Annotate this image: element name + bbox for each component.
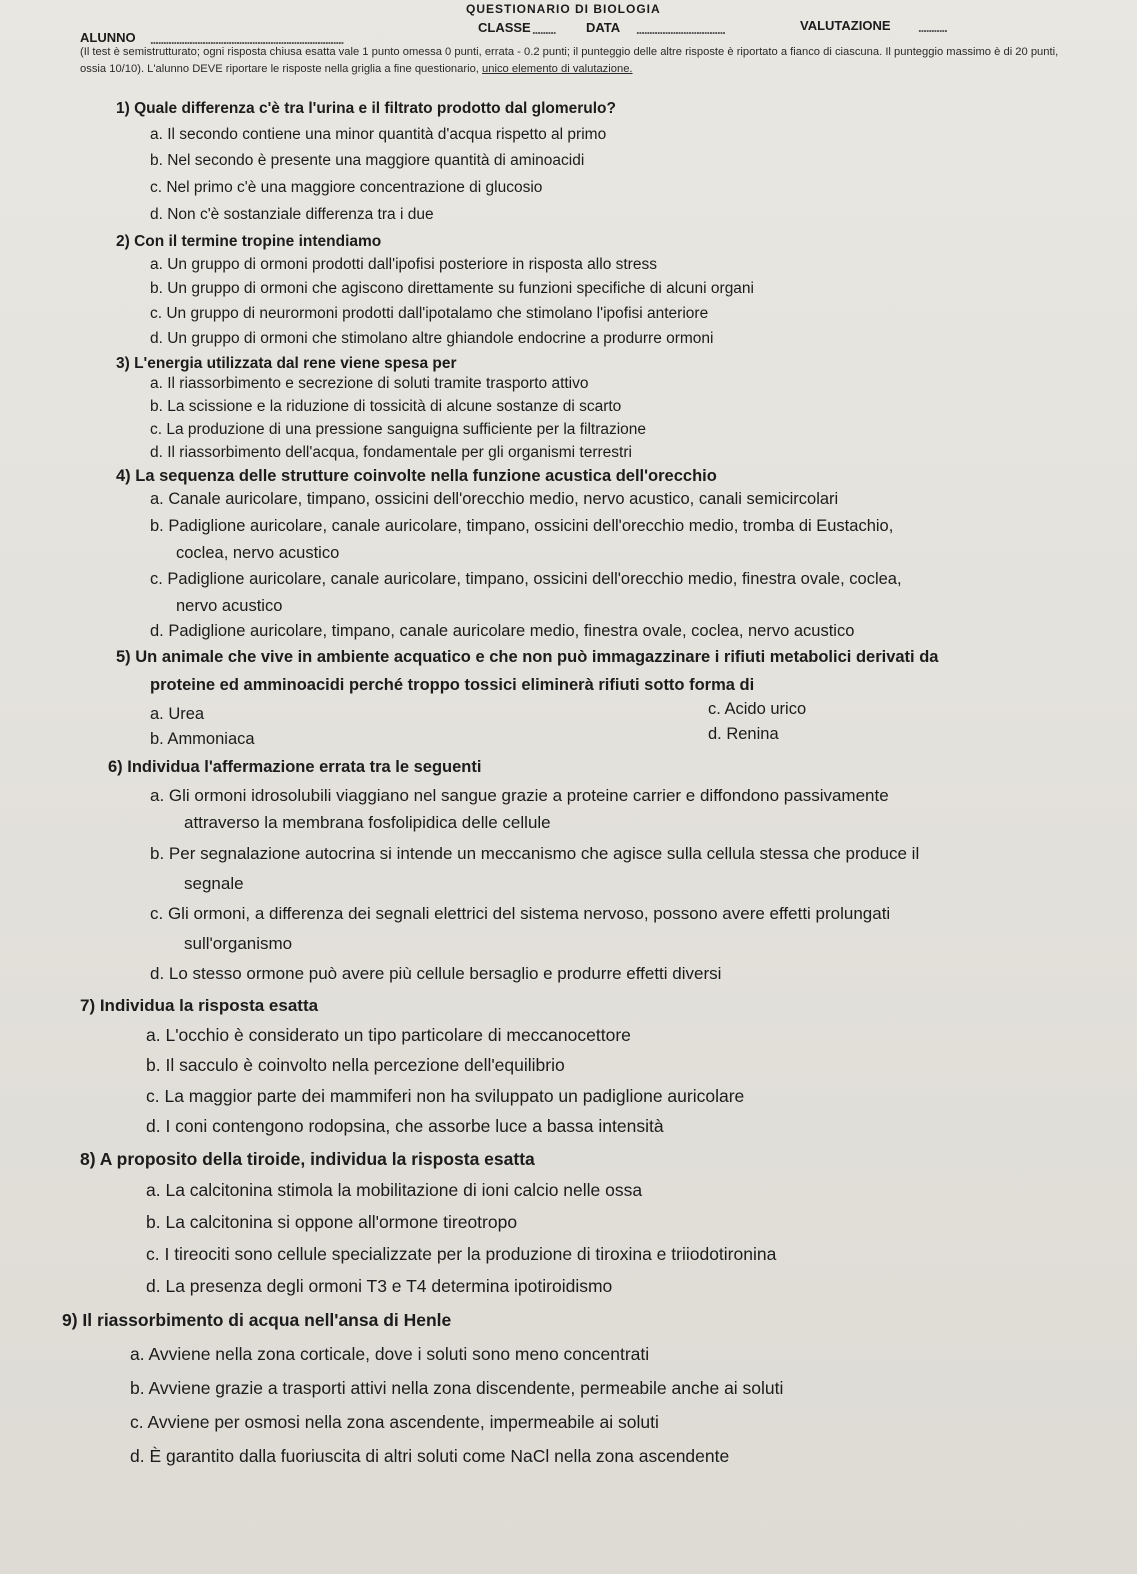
question-7-option-d[interactable]: d. I coni contengono rodopsina, che assorbe luce a bassa intensità	[146, 1116, 664, 1136]
question-9-title: 9) Il riassorbimento di acqua nell'ansa di Henle	[62, 1310, 452, 1330]
question-4-title: 4) La sequenza delle strutture coinvolte nella funzione acustica dell'orecchio	[116, 467, 717, 485]
question-2-option-c[interactable]: c. Un gruppo di neurormoni prodotti dall'ipotalamo che stimolano l'ipofisi anteriore	[150, 305, 709, 322]
question-8-option-d[interactable]: d. La presenza degli ormoni T3 e T4 determina ipotiroidismo	[146, 1276, 613, 1296]
question-5-option-a[interactable]: a. Urea	[150, 705, 205, 723]
question-9-option-d[interactable]: d. È garantito dalla fuoriuscita di altri soluti come NaCl nella zona ascendente	[130, 1446, 730, 1466]
header-fields	[0, 18, 1137, 47]
question-6-title: 6) Individua l'affermazione errata tra le seguenti	[108, 758, 482, 776]
instructions-text: (Il test è semistrutturato; ogni risposta chiusa esatta vale 1 punto omessa 0 punti, errata - 0.2 punti; il punteggio delle altre risposte è riportato a fianco di ciascuna. Il punteggio massimo è di 20 punti, ossia 10/10). L'alunno DEVE riportare le risposte nella griglia a fine questionario,	[80, 46, 1059, 75]
question-2-option-d[interactable]: d. Un gruppo di ormoni che stimolano altre ghiandole endocrine a produrre ormoni	[150, 330, 714, 347]
question-9-option-b[interactable]: b. Avviene grazie a trasporti attivi nella zona discendente, permeabile anche ai soluti	[130, 1378, 784, 1398]
data-label: DATA	[586, 20, 621, 35]
valutazione-field[interactable]: ...........	[918, 20, 947, 35]
data-field[interactable]: ..................................	[636, 22, 725, 37]
question-3-option-b[interactable]: b. La scissione e la riduzione di tossicità di alcune sostanze di scarto	[150, 398, 622, 415]
question-8-title: 8) A proposito della tiroide, individua la risposta esatta	[80, 1149, 535, 1169]
question-6-option-b-continued: segnale	[184, 874, 244, 893]
question-5-option-d[interactable]: d. Renina	[708, 725, 779, 743]
question-8-option-b[interactable]: b. La calcitonina si oppone all'ormone tireotropo	[146, 1212, 518, 1232]
question-4-option-d[interactable]: d. Padiglione auricolare, timpano, canale auricolare medio, finestra ovale, coclea, nervo acustico	[150, 622, 855, 640]
question-1-option-d[interactable]: d. Non c'è sostanziale differenza tra i due	[150, 206, 434, 223]
question-5-option-c[interactable]: c. Acido urico	[708, 700, 807, 718]
question-4-option-a[interactable]: a. Canale auricolare, timpano, ossicini dell'orecchio medio, nervo acustico, canali semicircolari	[150, 490, 839, 508]
instructions-underlined: unico elemento di valutazione.	[482, 63, 633, 75]
question-3-option-a[interactable]: a. Il riassorbimento e secrezione di soluti tramite trasporto attivo	[150, 375, 589, 392]
question-4-option-b[interactable]: b. Padiglione auricolare, canale auricolare, timpano, ossicini dell'orecchio medio, tromba di Eustachio,	[150, 517, 894, 535]
question-7-title: 7) Individua la risposta esatta	[80, 996, 319, 1015]
instructions	[80, 44, 1070, 78]
question-7-option-c[interactable]: c. La maggior parte dei mammiferi non ha sviluppato un padiglione auricolare	[146, 1086, 745, 1106]
question-9-option-c[interactable]: c. Avviene per osmosi nella zona ascendente, impermeabile ai soluti	[130, 1412, 659, 1432]
question-2-option-a[interactable]: a. Un gruppo di ormoni prodotti dall'ipofisi posteriore in risposta allo stress	[150, 256, 657, 273]
question-6-option-b[interactable]: b. Per segnalazione autocrina si intende un meccanismo che agisce sulla cellula stessa che produce il	[150, 844, 920, 863]
question-9-option-a[interactable]: a. Avviene nella zona corticale, dove i soluti sono meno concentrati	[130, 1344, 650, 1364]
valutazione-label: VALUTAZIONE	[800, 18, 891, 33]
question-8-option-c[interactable]: c. I tireociti sono cellule specializzate per la produzione di tiroxina e triiodotironina	[146, 1244, 777, 1264]
question-3-option-c[interactable]: c. La produzione di una pressione sanguigna sufficiente per la filtrazione	[150, 421, 647, 438]
question-3-title: 3) L'energia utilizzata dal rene viene spesa per	[116, 355, 457, 372]
question-6-option-d[interactable]: d. Lo stesso ormone può avere più cellule bersaglio e produrre effetti diversi	[150, 964, 722, 983]
question-1-title: 1) Quale differenza c'è tra l'urina e il filtrato prodotto dal glomerulo?	[116, 100, 616, 117]
question-3-option-d[interactable]: d. Il riassorbimento dell'acqua, fondamentale per gli organismi terrestri	[150, 444, 632, 461]
question-4-option-b-continued: coclea, nervo acustico	[176, 544, 340, 562]
question-2-title: 2) Con il termine tropine intendiamo	[116, 233, 382, 250]
alunno-label: ALUNNO	[80, 30, 136, 45]
question-1-option-c[interactable]: c. Nel primo c'è una maggiore concentrazione di glucosio	[150, 179, 543, 196]
question-6-option-a[interactable]: a. Gli ormoni idrosolubili viaggiano nel sangue grazie a proteine carrier e diffondono passivamente	[150, 786, 889, 805]
question-5-title-continued: proteine ed amminoacidi perché troppo tossici eliminerà rifiuti sotto forma di	[150, 676, 755, 694]
question-1-option-a[interactable]: a. Il secondo contiene una minor quantità d'acqua rispetto al primo	[150, 126, 607, 143]
question-5-title: 5) Un animale che vive in ambiente acquatico e che non può immagazzinare i rifiuti metabolici derivati da	[116, 648, 939, 666]
classe-label: CLASSE	[478, 20, 531, 35]
document-title: QUESTIONARIO DI BIOLOGIA	[466, 2, 661, 16]
question-2-option-b[interactable]: b. Un gruppo di ormoni che agiscono direttamente su funzioni specifiche di alcuni organi	[150, 280, 754, 297]
question-4-option-c[interactable]: c. Padiglione auricolare, canale auricolare, timpano, ossicini dell'orecchio medio, finestra ovale, coclea,	[150, 570, 902, 588]
question-4-option-c-continued: nervo acustico	[176, 597, 283, 615]
question-1-option-b[interactable]: b. Nel secondo è presente una maggiore quantità di aminoacidi	[150, 152, 585, 169]
question-7-option-b[interactable]: b. Il sacculo è coinvolto nella percezione dell'equilibrio	[146, 1055, 565, 1075]
question-8-option-a[interactable]: a. La calcitonina stimola la mobilitazione di ioni calcio nelle ossa	[146, 1180, 643, 1200]
classe-field[interactable]: .........	[532, 22, 556, 37]
question-6-option-c-continued: sull'organismo	[184, 934, 293, 953]
question-6-option-c[interactable]: c. Gli ormoni, a differenza dei segnali elettrici del sistema nervoso, possono avere effetti prolungati	[150, 904, 891, 923]
question-6-option-a-continued: attraverso la membrana fosfolipidica delle cellule	[184, 813, 551, 832]
question-5-option-b[interactable]: b. Ammoniaca	[150, 730, 255, 748]
question-7-option-a[interactable]: a. L'occhio è considerato un tipo particolare di meccanocettore	[146, 1025, 631, 1045]
alunno-field[interactable]: ..........................................................................	[150, 32, 344, 47]
